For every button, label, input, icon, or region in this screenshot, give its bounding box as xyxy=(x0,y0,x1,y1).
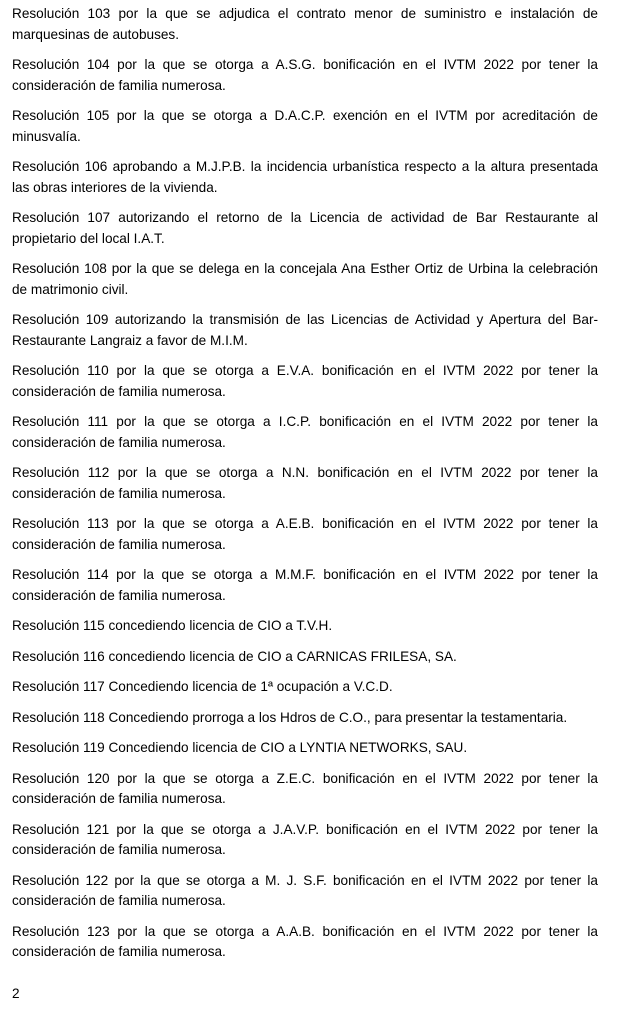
document-body xyxy=(12,4,598,973)
resolution-114: Resolución 114 por la que se otorga a M.M.F. bonificación en el IVTM 2022 por tener la consideración de familia numerosa. xyxy=(12,567,598,603)
resolution-113: Resolución 113 por la que se otorga a A.E.B. bonificación en el IVTM 2022 por tener la consideración de familia numerosa. xyxy=(12,516,598,552)
resolution-110: Resolución 110 por la que se otorga a E.V.A. bonificación en el IVTM 2022 por tener la consideración de familia numerosa. xyxy=(12,363,598,399)
resolution-123: Resolución 123 por la que se otorga a A.A.B. bonificación en el IVTM 2022 por tener la consideración de familia numerosa. xyxy=(12,923,598,959)
resolution-105: Resolución 105 por la que se otorga a D.A.C.P. exención en el IVTM por acreditación de minusvalía. xyxy=(12,108,598,144)
resolution-122: Resolución 122 por la que se otorga a M. J. S.F. bonificación en el IVTM 2022 por tener la consideración de familia numerosa. xyxy=(12,872,598,908)
resolution-118: Resolución 118 Concediendo prorroga a los Hdros de C.O., para presentar la testamentaria. xyxy=(12,709,568,725)
resolution-117: Resolución 117 Concediendo licencia de 1ª ocupación a V.C.D. xyxy=(12,679,393,694)
resolution-106: Resolución 106 aprobando a M.J.P.B. la incidencia urbanística respecto a la altura presentada las obras interiores de la vivienda. xyxy=(12,159,598,195)
resolution-104: Resolución 104 por la que se otorga a A.S.G. bonificación en el IVTM 2022 por tener la consideración de familia numerosa. xyxy=(12,57,598,93)
resolution-107: Resolución 107 autorizando el retorno de la Licencia de actividad de Bar Restaurante al propietario del local I.A.T. xyxy=(12,210,598,246)
resolution-108: Resolución 108 por la que se delega en la concejala Ana Esther Ortiz de Urbina la celebración de matrimonio civil. xyxy=(12,261,598,297)
resolution-120: Resolución 120 por la que se otorga a Z.E.C. bonificación en el IVTM 2022 por tener la consideración de familia numerosa. xyxy=(12,770,598,806)
resolution-116: Resolución 116 concediendo licencia de CIO a CARNICAS FRILESA, SA. xyxy=(12,648,457,664)
resolution-115: Resolución 115 concediendo licencia de CIO a T.V.H. xyxy=(12,618,333,633)
resolution-121: Resolución 121 por la que se otorga a J.A.V.P. bonificación en el IVTM 2022 por tener la consideración de familia numerosa. xyxy=(12,821,598,857)
resolution-119: Resolución 119 Concediendo licencia de CIO a LYNTIA NETWORKS, SAU. xyxy=(12,740,468,755)
resolution-112: Resolución 112 por la que se otorga a N.N. bonificación en el IVTM 2022 por tener la consideración de familia numerosa. xyxy=(12,465,598,501)
page-number: 2 xyxy=(12,986,20,1001)
resolution-109: Resolución 109 autorizando la transmisión de las Licencias de Actividad y Apertura del Bar-Restaurante Langraiz a favor de M.I.M. xyxy=(12,312,598,348)
resolution-111: Resolución 111 por la que se otorga a I.C.P. bonificación en el IVTM 2022 por tener la consideración de familia numerosa. xyxy=(12,414,598,450)
resolution-103: Resolución 103 por la que se adjudica el contrato menor de suministro e instalación de marquesinas de autobuses. xyxy=(12,6,598,42)
